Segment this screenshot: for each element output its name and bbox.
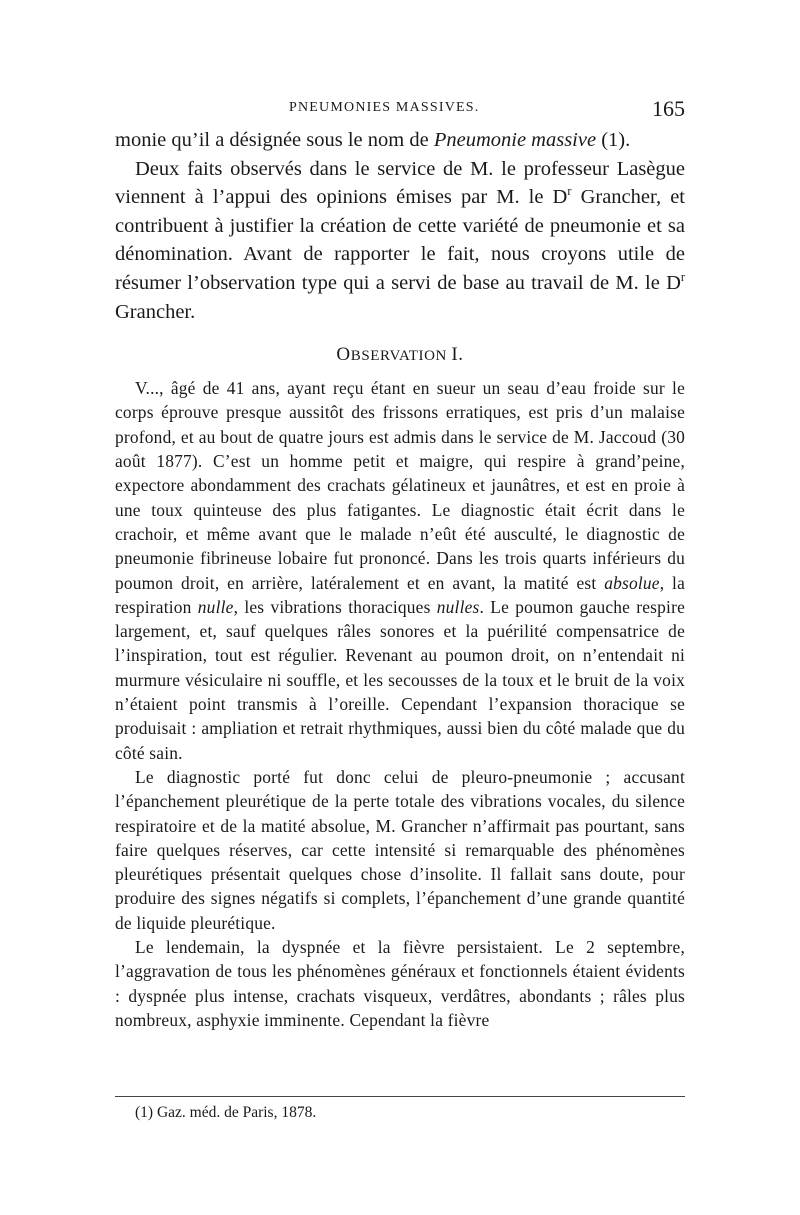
page-header <box>115 96 685 126</box>
footnote: (1) Gaz. méd. de Paris, 1878. <box>135 1104 317 1121</box>
page-number: 165 <box>652 96 685 121</box>
observation-paragraph-2: Le diagnostic porté fut donc celui de pleuro-pneumonie ; accusant l’épanchement pleurétique de la perte totale des vibrations vocales, du silence respiratoire et de la matité absolue, M. Grancher n’affirmait pas pourtant, sans faire quelques réserves, car cette intensité si remarquable des phénomènes pleurétiques présentait quelques chose d’insolite. Il fallait sans doute, pour produire des signes négatifs si complets, l’épanchement d’une grande quantité de liquide pleurétique. <box>115 766 685 933</box>
observation-paragraph-1: V..., âgé de 41 ans, ayant reçu étant en sueur un seau d’eau froide sur le corps éprouve presque aussitôt des frissons erratiques, est pris d’un malaise profond, et au bout de quatre jours est admis dans le service de M. Jaccoud (30 août 1877). C’est un homme petit et maigre, qui respire à grand’peine, expectore abondamment des crachats gélatineux et jaunâtres, et est en proie à une toux quinteuse des plus fatigantes. Le diagnostic était écrit dans le crachoir, et même avant que le malade n’eût été ausculté, le diagnostic de pneumonie fibrineuse lobaire fut prononcé. Dans les trois quarts inférieurs du poumon droit, en arrière, latéralement et en avant, la matité est absolue, la respiration nulle, les vibrations thoraciques nulles. Le poumon gauche respire largement, et, sauf quelques râles sonores et la puérilité compensatrice de l’inspiration, tout est régulier. Revenant au poumon droit, on n’entendait ni murmure vésiculaire ni souffle, et les secousses de la toux et le bruit de la voix n’étaient point transmis à l’oreille. Cependant l’expansion thoracique se produisait : ampliation et retrait rhythmiques, aussi bien du côté malade que du côté sain. <box>115 378 685 763</box>
observation-heading: OBSERVATION I. <box>336 344 464 366</box>
term-pneumonie-massive: Pneumonie massive <box>433 129 597 151</box>
running-title: PNEUMONIES MASSIVES. <box>289 100 480 115</box>
footnote-rule <box>115 1096 685 1097</box>
observation-paragraph-3: Le lendemain, la dyspnée et la fièvre persistaient. Le 2 septembre, l’aggravation de tous les phénomènes généraux et fonctionnels étaient évidents : dyspnée plus intense, crachats visqueux, verdâtres, abondants ; râles plus nombreux, asphyxie imminente. Cependant la fièvre <box>115 936 685 1030</box>
main-text <box>115 126 685 1032</box>
intro-paragraph: Deux faits observés dans le service de M. le professeur Lasègue viennent à l’appui des opinions émises par M. le $D^r$ Grancher, et contribuent à justifier la création de cette variété de pneumonie et sa dénomination. Avant de rapporter le fait, nous croyons utile de résumer l’observation type qui a servi de base au travail de M. le $D^r$ Grancher. <box>115 157 686 323</box>
intro-paragraph-continued: monie qu’il a désignée sous le nom de Pneumonie massive (1). <box>115 129 631 151</box>
